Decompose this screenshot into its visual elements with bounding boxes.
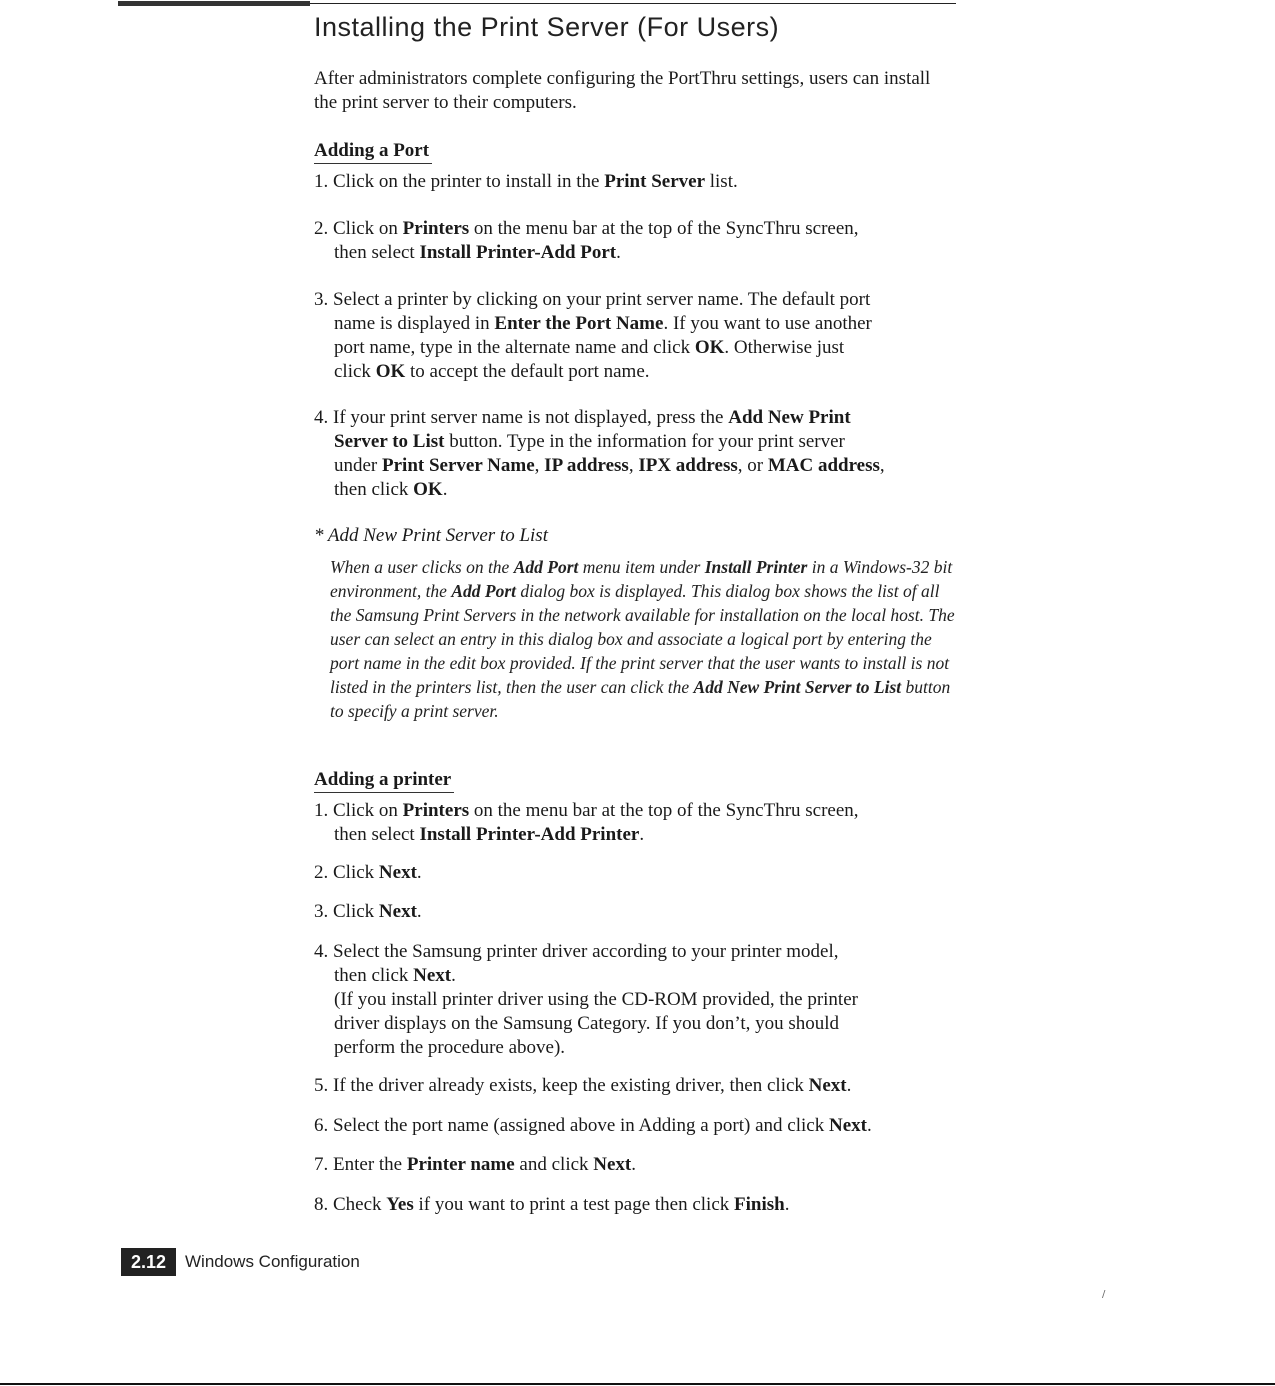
printer-step-4: 4. Select the Samsung printer driver according to your printer model, then click Next. (If you install printer driver using the CD-ROM provided, the printer driver displays on the Samsung Category. If you don’t, you should perform the procedure above). — [314, 941, 858, 1058]
port-step-4: 4. If your print server name is not displayed, press the Add New Print Server to List button. Type in the information for your print server under Print Server Name, IP address, IPX address, or MAC address, then click OK. — [314, 407, 885, 500]
printer-step-7: 7. Enter the Printer name and click Next. — [314, 1154, 637, 1175]
scan-speck: / — [1102, 1289, 1106, 1300]
port-step-1: 1. Click on the printer to install in the Print Server list. — [314, 171, 738, 192]
footer-section-title: Windows Configuration — [185, 1252, 360, 1271]
note-heading: * Add New Print Server to List — [314, 525, 548, 546]
printer-step-8: 8. Check Yes if you want to print a test page then click Finish. — [314, 1194, 790, 1215]
bottom-rule — [0, 1383, 1275, 1385]
printer-step-5: 5. If the driver already exists, keep the existing driver, then click Next. — [314, 1075, 852, 1096]
heading-adding-port: Adding a Port — [314, 139, 432, 164]
page-title: Installing the Print Server (For Users) — [314, 12, 780, 42]
note-body: When a user clicks on the Add Port menu item under Install Printer in a Windows-32 bit environment, the Add Port dialog box is displayed. This dialog box shows the list of all the Samsung Print Servers in the network available for installation on the local host. The user can select an entry in this dialog box and associate a logical port by entering the port name in the edit box provided. If the print server that the user wants to install is not listed in the printers list, then the user can click the Add New Print Server to List button to specify a print server. — [330, 557, 955, 721]
port-step-2: 2. Click on Printers on the menu bar at the top of the SyncThru screen, then select Install Printer-Add Port. — [314, 218, 859, 263]
page-number-badge: 2.12 — [121, 1248, 176, 1276]
intro-paragraph: After administrators complete configuring the PortThru settings, users can install the print server to their computers. — [314, 68, 931, 113]
printer-step-3: 3. Click Next. — [314, 901, 422, 922]
heading-adding-printer: Adding a printer — [314, 768, 454, 793]
port-step-3: 3. Select a printer by clicking on your print server name. The default port name is displayed in Enter the Port Name. If you want to use another port name, type in the alternate name and click OK. Otherwise just click OK to accept the default port name. — [314, 289, 872, 382]
printer-step-1: 1. Click on Printers on the menu bar at the top of the SyncThru screen, then select Install Printer-Add Printer. — [314, 800, 859, 845]
printer-step-6: 6. Select the port name (assigned above in Adding a port) and click Next. — [314, 1115, 872, 1136]
header-rule-thick — [118, 1, 310, 6]
printer-step-2: 2. Click Next. — [314, 862, 422, 883]
header-rule — [310, 3, 956, 4]
